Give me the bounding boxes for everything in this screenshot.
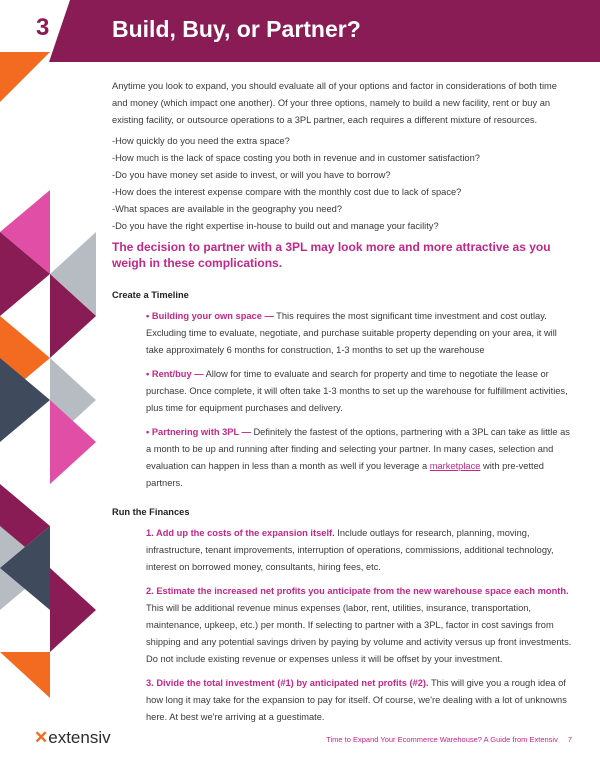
callout-text: The decision to partner with a 3PL may look more and more attractive as you weigh in these complications. xyxy=(112,240,551,270)
question-item: -How does the interest expense compare with the monthly cost due to lack of space? xyxy=(112,187,462,197)
item-lead: 3. Divide the total investment (#1) by anticipated net profits (#2). xyxy=(146,678,429,688)
item-lead: 2. Estimate the increased net profits you anticipate from the new warehouse space each month. xyxy=(146,586,569,596)
item-lead: Rent/buy — xyxy=(151,369,204,379)
item-text: This will be additional revenue minus expenses (labor, rent, utilities, insurance, transportation, maintenance, upkeep, etc.) per month. If selecting to partner with a 3PL, factor in cost savings from shipping and any potential savings driven by paying by volume and activity versus up front investments. Do not include existing revenue or expenses unless it will be offset by your investment. xyxy=(146,603,572,664)
finances-item-3 xyxy=(146,675,572,726)
finances-item-1 xyxy=(146,525,572,576)
timeline-item-3pl xyxy=(146,424,572,492)
page-title: Build, Buy, or Partner? xyxy=(112,16,361,42)
item-text: This requires the most significant time investment and cost outlay. Excluding time to evaluate, negotiate, and purchase suitable property depending on your area, it will take approximately 6 months for construction, 1-3 months to set up the warehouse xyxy=(146,311,557,355)
decorative-triangles xyxy=(0,0,110,776)
extensiv-logo xyxy=(34,728,111,748)
page-number: 7 xyxy=(567,735,572,744)
item-text: Include outlays for research, planning, moving, infrastructure, tenant improvements, interruption of operations, commissions, additional technology, interest on borrowed money, consultants, hiring fees, etc. xyxy=(146,528,554,572)
footer-caption xyxy=(326,735,572,744)
logo-text: extensiv xyxy=(48,728,111,747)
marketplace-link[interactable]: marketplace xyxy=(429,461,481,471)
item-text: This will give you a rough idea of how long it may take for the expansion to pay for itself. Of course, we're dealing with a lot of unknowns here. At best we're arriving at a guestimate. xyxy=(146,678,567,722)
question-item: -Do you have the right expertise in-house to build out and manage your facility? xyxy=(112,221,439,231)
question-list xyxy=(112,133,572,235)
item-lead: Partnering with 3PL — xyxy=(151,427,251,437)
timeline-heading: Create a Timeline xyxy=(112,290,189,300)
question-item: -Do you have money set aside to invest, or will you have to borrow? xyxy=(112,170,391,180)
bullet: • xyxy=(146,427,150,437)
item-text-after: with pre-vetted partners. xyxy=(146,461,544,488)
question-item: -How quickly do you need the extra space? xyxy=(112,136,290,146)
logo-mark-icon: ✕ xyxy=(34,728,49,747)
timeline-item-rent xyxy=(146,366,572,417)
question-item: -What spaces are available in the geography you need? xyxy=(112,204,342,214)
tri-plum-4 xyxy=(50,568,96,652)
timeline-item-build xyxy=(146,308,572,359)
tri-orange-2 xyxy=(0,652,50,698)
item-text: Allow for time to evaluate and search for property and time to negotiate the lease or purchase. Once complete, it will often take 1-3 months to set up the warehouse for fulfillment activities, plus time for equipment purchases and delivery. xyxy=(146,369,568,413)
finances-list xyxy=(146,525,572,726)
finances-heading: Run the Finances xyxy=(112,507,190,517)
footer-caption-text: Time to Expand Your Ecommerce Warehouse? A Guide from Extensiv xyxy=(326,735,558,744)
section-number: 3 xyxy=(36,14,50,41)
item-text: Definitely the fastest of the options, partnering with a 3PL can take as little as a month to be up and running after finding and selecting your partner. In many cases, selection and evaluation can happen in less than a month as well if you leverage a xyxy=(146,427,570,471)
bullet: • xyxy=(146,311,150,321)
finances-item-2 xyxy=(146,583,572,668)
question-item: -How much is the lack of space costing you both in revenue and in customer satisfaction? xyxy=(112,153,480,163)
item-lead: 1. Add up the costs of the expansion itself. xyxy=(146,528,335,538)
timeline-list xyxy=(146,308,572,492)
bullet: • xyxy=(146,369,150,379)
intro-paragraph: Anytime you look to expand, you should evaluate all of your options and factor in considerations of both time and money (which impact one another). Of your three options, namely to build a new facility, rent or buy an existing facility, or outsource operations to a 3PL partner, each requires a different mixture of resources. xyxy=(112,81,557,125)
item-lead: Building your own space — xyxy=(151,311,274,321)
main-content xyxy=(112,78,572,738)
